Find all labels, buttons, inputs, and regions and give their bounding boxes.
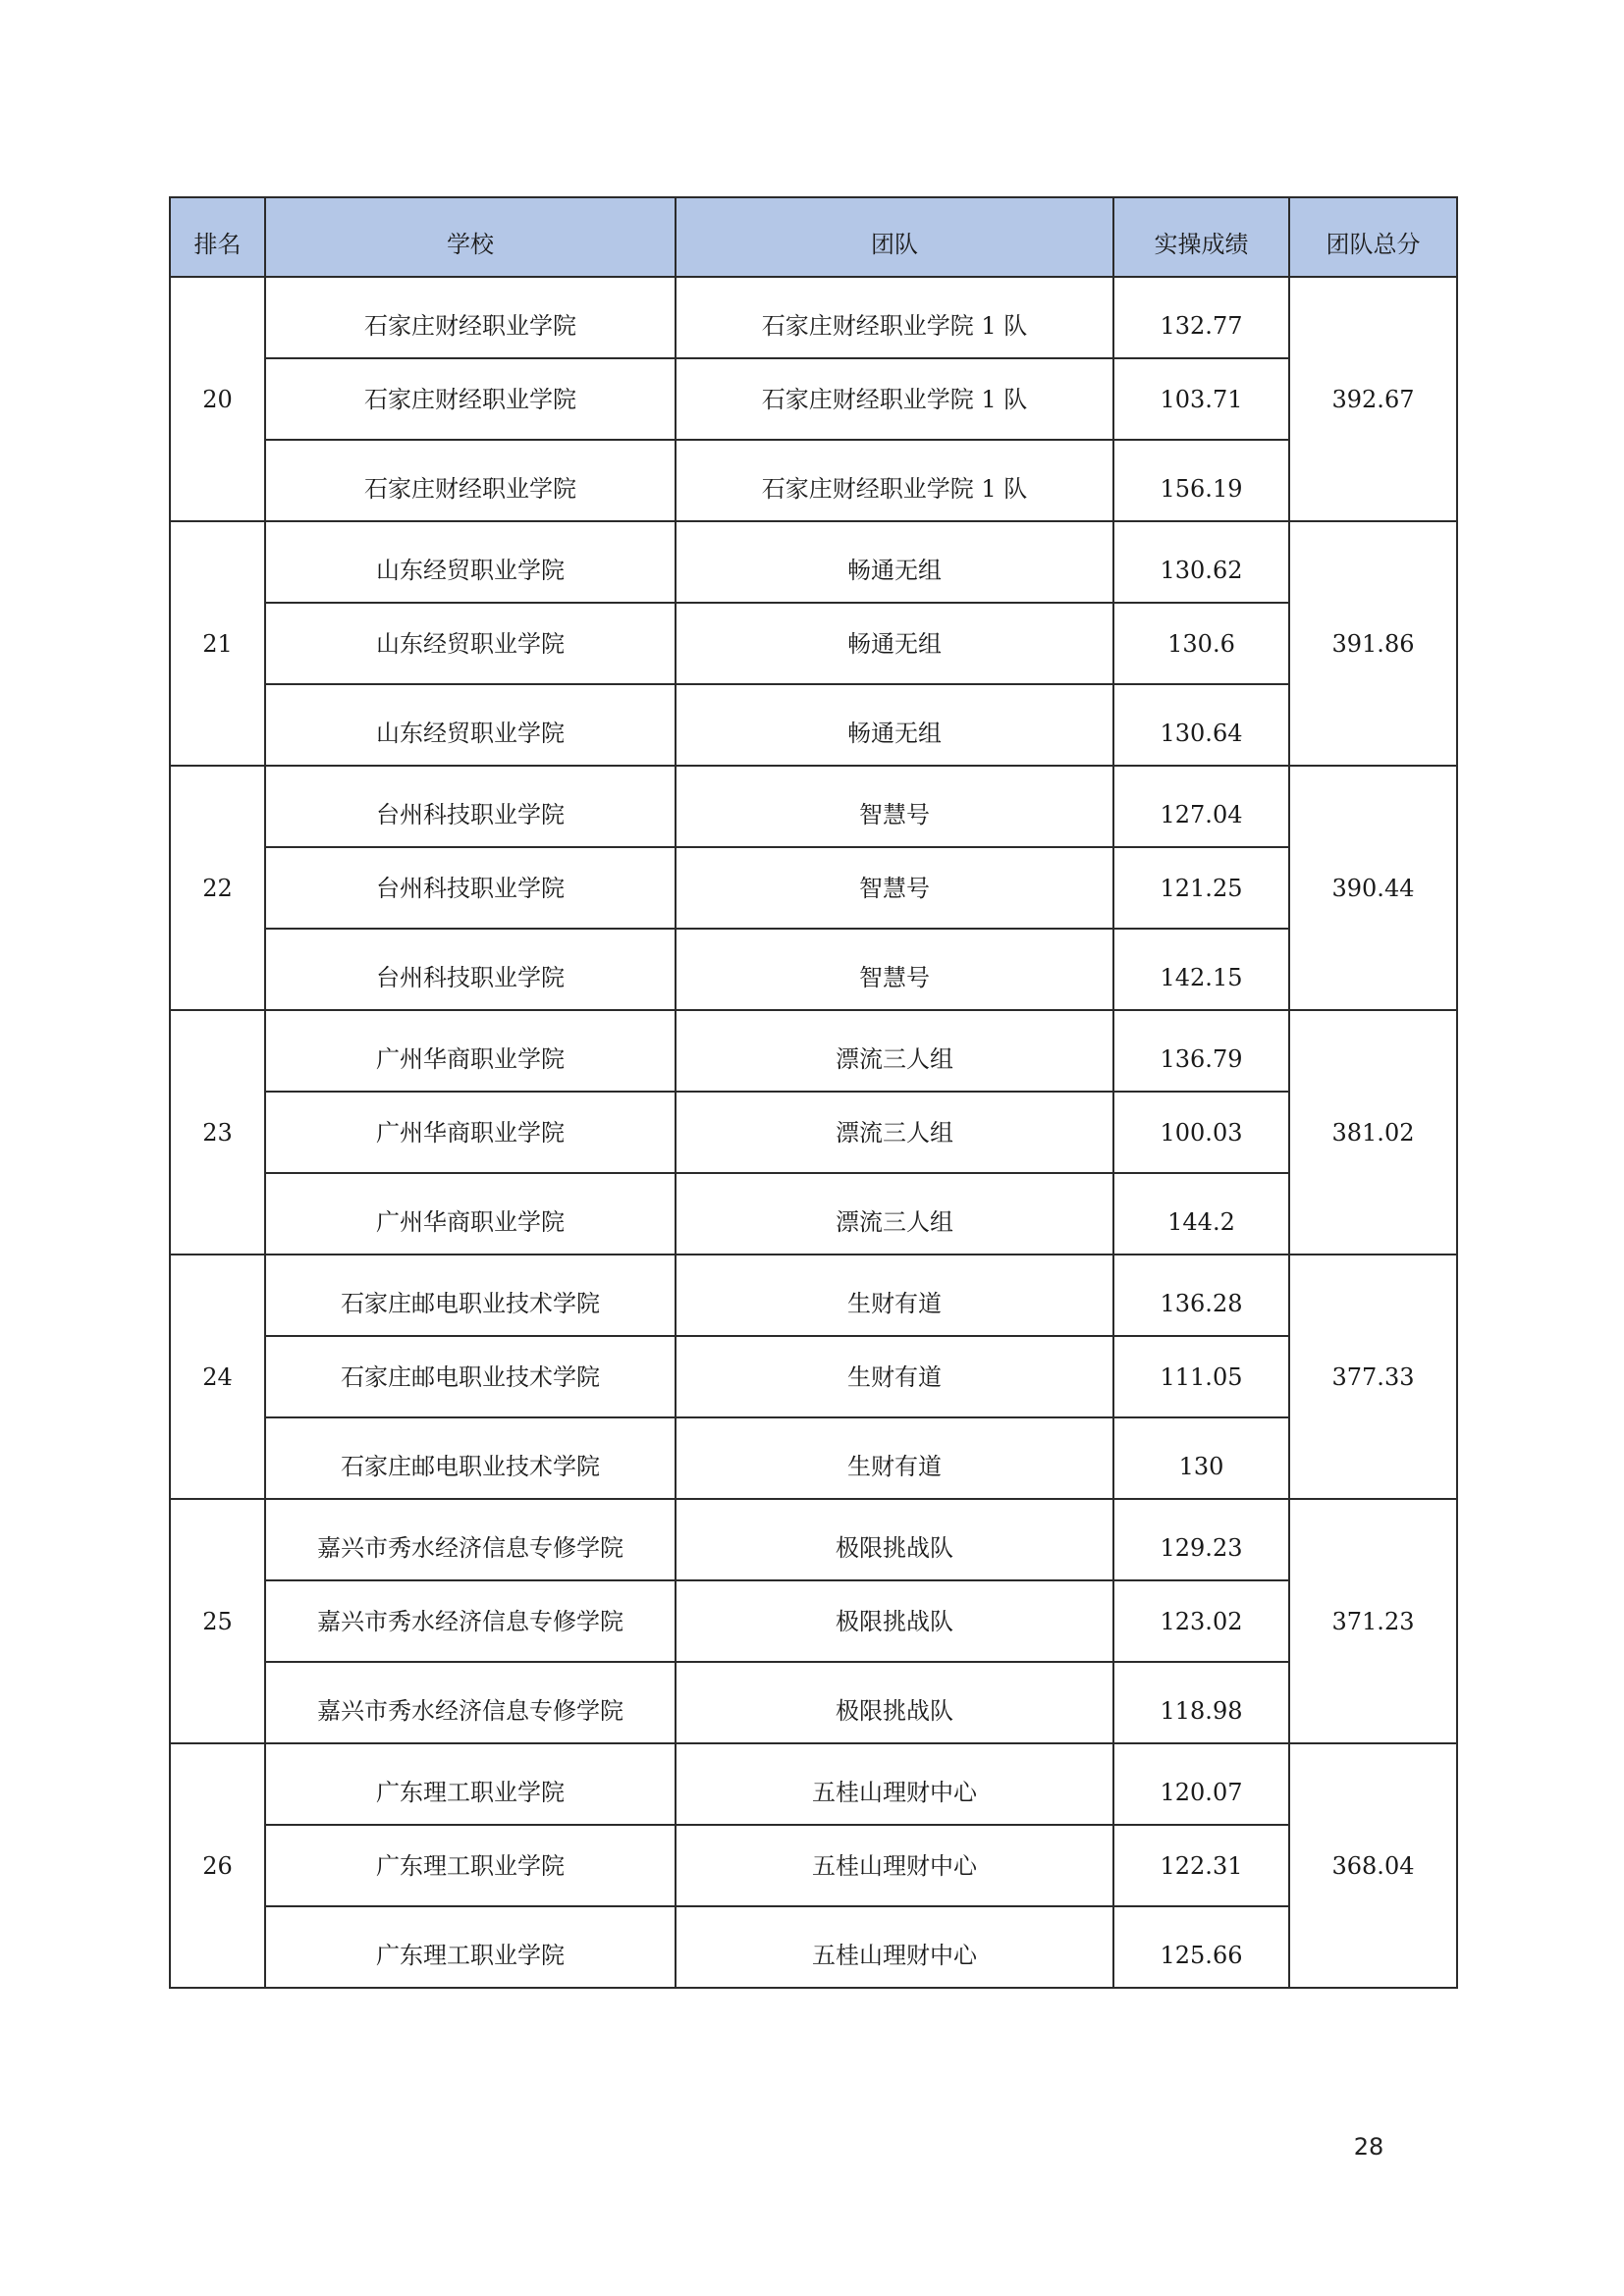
header-team: 团队	[676, 197, 1113, 277]
table-row	[170, 1010, 1457, 1092]
table-row	[170, 929, 1457, 1010]
table-row	[170, 1825, 1457, 1906]
team-cell: 漂流三人组	[676, 1092, 1113, 1173]
school-cell: 石家庄财经职业学院	[265, 358, 676, 440]
rank-cell: 21	[170, 521, 265, 766]
team-total-cell: 381.02	[1289, 1010, 1457, 1255]
score-cell: 111.05	[1113, 1336, 1289, 1417]
school-cell: 山东经贸职业学院	[265, 603, 676, 684]
school-cell: 广东理工职业学院	[265, 1906, 676, 1988]
page-number: 28	[1353, 2133, 1384, 2161]
score-cell: 136.28	[1113, 1255, 1289, 1336]
table-row	[170, 1662, 1457, 1743]
school-cell: 石家庄邮电职业技术学院	[265, 1417, 676, 1499]
school-cell: 广东理工职业学院	[265, 1825, 676, 1906]
school-cell: 山东经贸职业学院	[265, 684, 676, 766]
team-cell: 五桂山理财中心	[676, 1743, 1113, 1825]
score-cell: 130.62	[1113, 521, 1289, 603]
team-cell: 石家庄财经职业学院 1 队	[676, 277, 1113, 358]
school-cell: 嘉兴市秀水经济信息专修学院	[265, 1580, 676, 1662]
team-cell: 极限挑战队	[676, 1662, 1113, 1743]
school-cell: 台州科技职业学院	[265, 847, 676, 929]
school-cell: 广东理工职业学院	[265, 1743, 676, 1825]
school-cell: 嘉兴市秀水经济信息专修学院	[265, 1499, 676, 1580]
table-row	[170, 277, 1457, 358]
team-cell: 石家庄财经职业学院 1 队	[676, 440, 1113, 521]
team-cell: 畅通无组	[676, 603, 1113, 684]
rank-cell: 20	[170, 277, 265, 521]
table-row	[170, 1255, 1457, 1336]
table-row	[170, 603, 1457, 684]
team-cell: 五桂山理财中心	[676, 1906, 1113, 1988]
table-row	[170, 521, 1457, 603]
table-row	[170, 358, 1457, 440]
score-cell: 100.03	[1113, 1092, 1289, 1173]
ranking-table	[169, 196, 1458, 1989]
team-cell: 漂流三人组	[676, 1010, 1113, 1092]
score-cell: 132.77	[1113, 277, 1289, 358]
school-cell: 台州科技职业学院	[265, 929, 676, 1010]
rank-cell: 24	[170, 1255, 265, 1499]
team-cell: 智慧号	[676, 766, 1113, 847]
school-cell: 嘉兴市秀水经济信息专修学院	[265, 1662, 676, 1743]
score-cell: 120.07	[1113, 1743, 1289, 1825]
table-row	[170, 1499, 1457, 1580]
score-cell: 130.64	[1113, 684, 1289, 766]
table-row	[170, 440, 1457, 521]
header-rank: 排名	[170, 197, 265, 277]
header-row	[170, 197, 1457, 277]
team-cell: 畅通无组	[676, 684, 1113, 766]
school-cell: 石家庄财经职业学院	[265, 440, 676, 521]
score-cell: 130.6	[1113, 603, 1289, 684]
school-cell: 广州华商职业学院	[265, 1010, 676, 1092]
team-total-cell: 390.44	[1289, 766, 1457, 1010]
score-cell: 136.79	[1113, 1010, 1289, 1092]
score-cell: 125.66	[1113, 1906, 1289, 1988]
table-row	[170, 1336, 1457, 1417]
header-team-total: 团队总分	[1289, 197, 1457, 277]
table-row	[170, 684, 1457, 766]
school-cell: 石家庄财经职业学院	[265, 277, 676, 358]
table-row	[170, 847, 1457, 929]
score-cell: 129.23	[1113, 1499, 1289, 1580]
team-cell: 生财有道	[676, 1336, 1113, 1417]
team-cell: 石家庄财经职业学院 1 队	[676, 358, 1113, 440]
rank-cell: 23	[170, 1010, 265, 1255]
table-row	[170, 1743, 1457, 1825]
rank-cell: 25	[170, 1499, 265, 1743]
team-cell: 生财有道	[676, 1417, 1113, 1499]
rank-cell: 26	[170, 1743, 265, 1988]
school-cell: 山东经贸职业学院	[265, 521, 676, 603]
score-cell: 130	[1113, 1417, 1289, 1499]
score-cell: 121.25	[1113, 847, 1289, 929]
table-row	[170, 1580, 1457, 1662]
team-total-cell: 368.04	[1289, 1743, 1457, 1988]
school-cell: 石家庄邮电职业技术学院	[265, 1336, 676, 1417]
header-school: 学校	[265, 197, 676, 277]
table-row	[170, 1417, 1457, 1499]
team-cell: 极限挑战队	[676, 1499, 1113, 1580]
team-cell: 智慧号	[676, 929, 1113, 1010]
score-cell: 122.31	[1113, 1825, 1289, 1906]
score-cell: 118.98	[1113, 1662, 1289, 1743]
team-cell: 畅通无组	[676, 521, 1113, 603]
score-cell: 142.15	[1113, 929, 1289, 1010]
score-cell: 123.02	[1113, 1580, 1289, 1662]
rank-cell: 22	[170, 766, 265, 1010]
school-cell: 石家庄邮电职业技术学院	[265, 1255, 676, 1336]
score-cell: 127.04	[1113, 766, 1289, 847]
team-total-cell: 392.67	[1289, 277, 1457, 521]
team-total-cell: 371.23	[1289, 1499, 1457, 1743]
school-cell: 广州华商职业学院	[265, 1092, 676, 1173]
school-cell: 广州华商职业学院	[265, 1173, 676, 1255]
table-row	[170, 766, 1457, 847]
team-cell: 极限挑战队	[676, 1580, 1113, 1662]
team-total-cell: 377.33	[1289, 1255, 1457, 1499]
header-practical-score: 实操成绩	[1113, 197, 1289, 277]
school-cell: 台州科技职业学院	[265, 766, 676, 847]
table-row	[170, 1173, 1457, 1255]
team-cell: 生财有道	[676, 1255, 1113, 1336]
score-cell: 156.19	[1113, 440, 1289, 521]
score-cell: 144.2	[1113, 1173, 1289, 1255]
team-cell: 智慧号	[676, 847, 1113, 929]
table-row	[170, 1906, 1457, 1988]
table-row	[170, 1092, 1457, 1173]
team-cell: 五桂山理财中心	[676, 1825, 1113, 1906]
team-cell: 漂流三人组	[676, 1173, 1113, 1255]
table-body	[170, 277, 1457, 1988]
team-total-cell: 391.86	[1289, 521, 1457, 766]
score-cell: 103.71	[1113, 358, 1289, 440]
